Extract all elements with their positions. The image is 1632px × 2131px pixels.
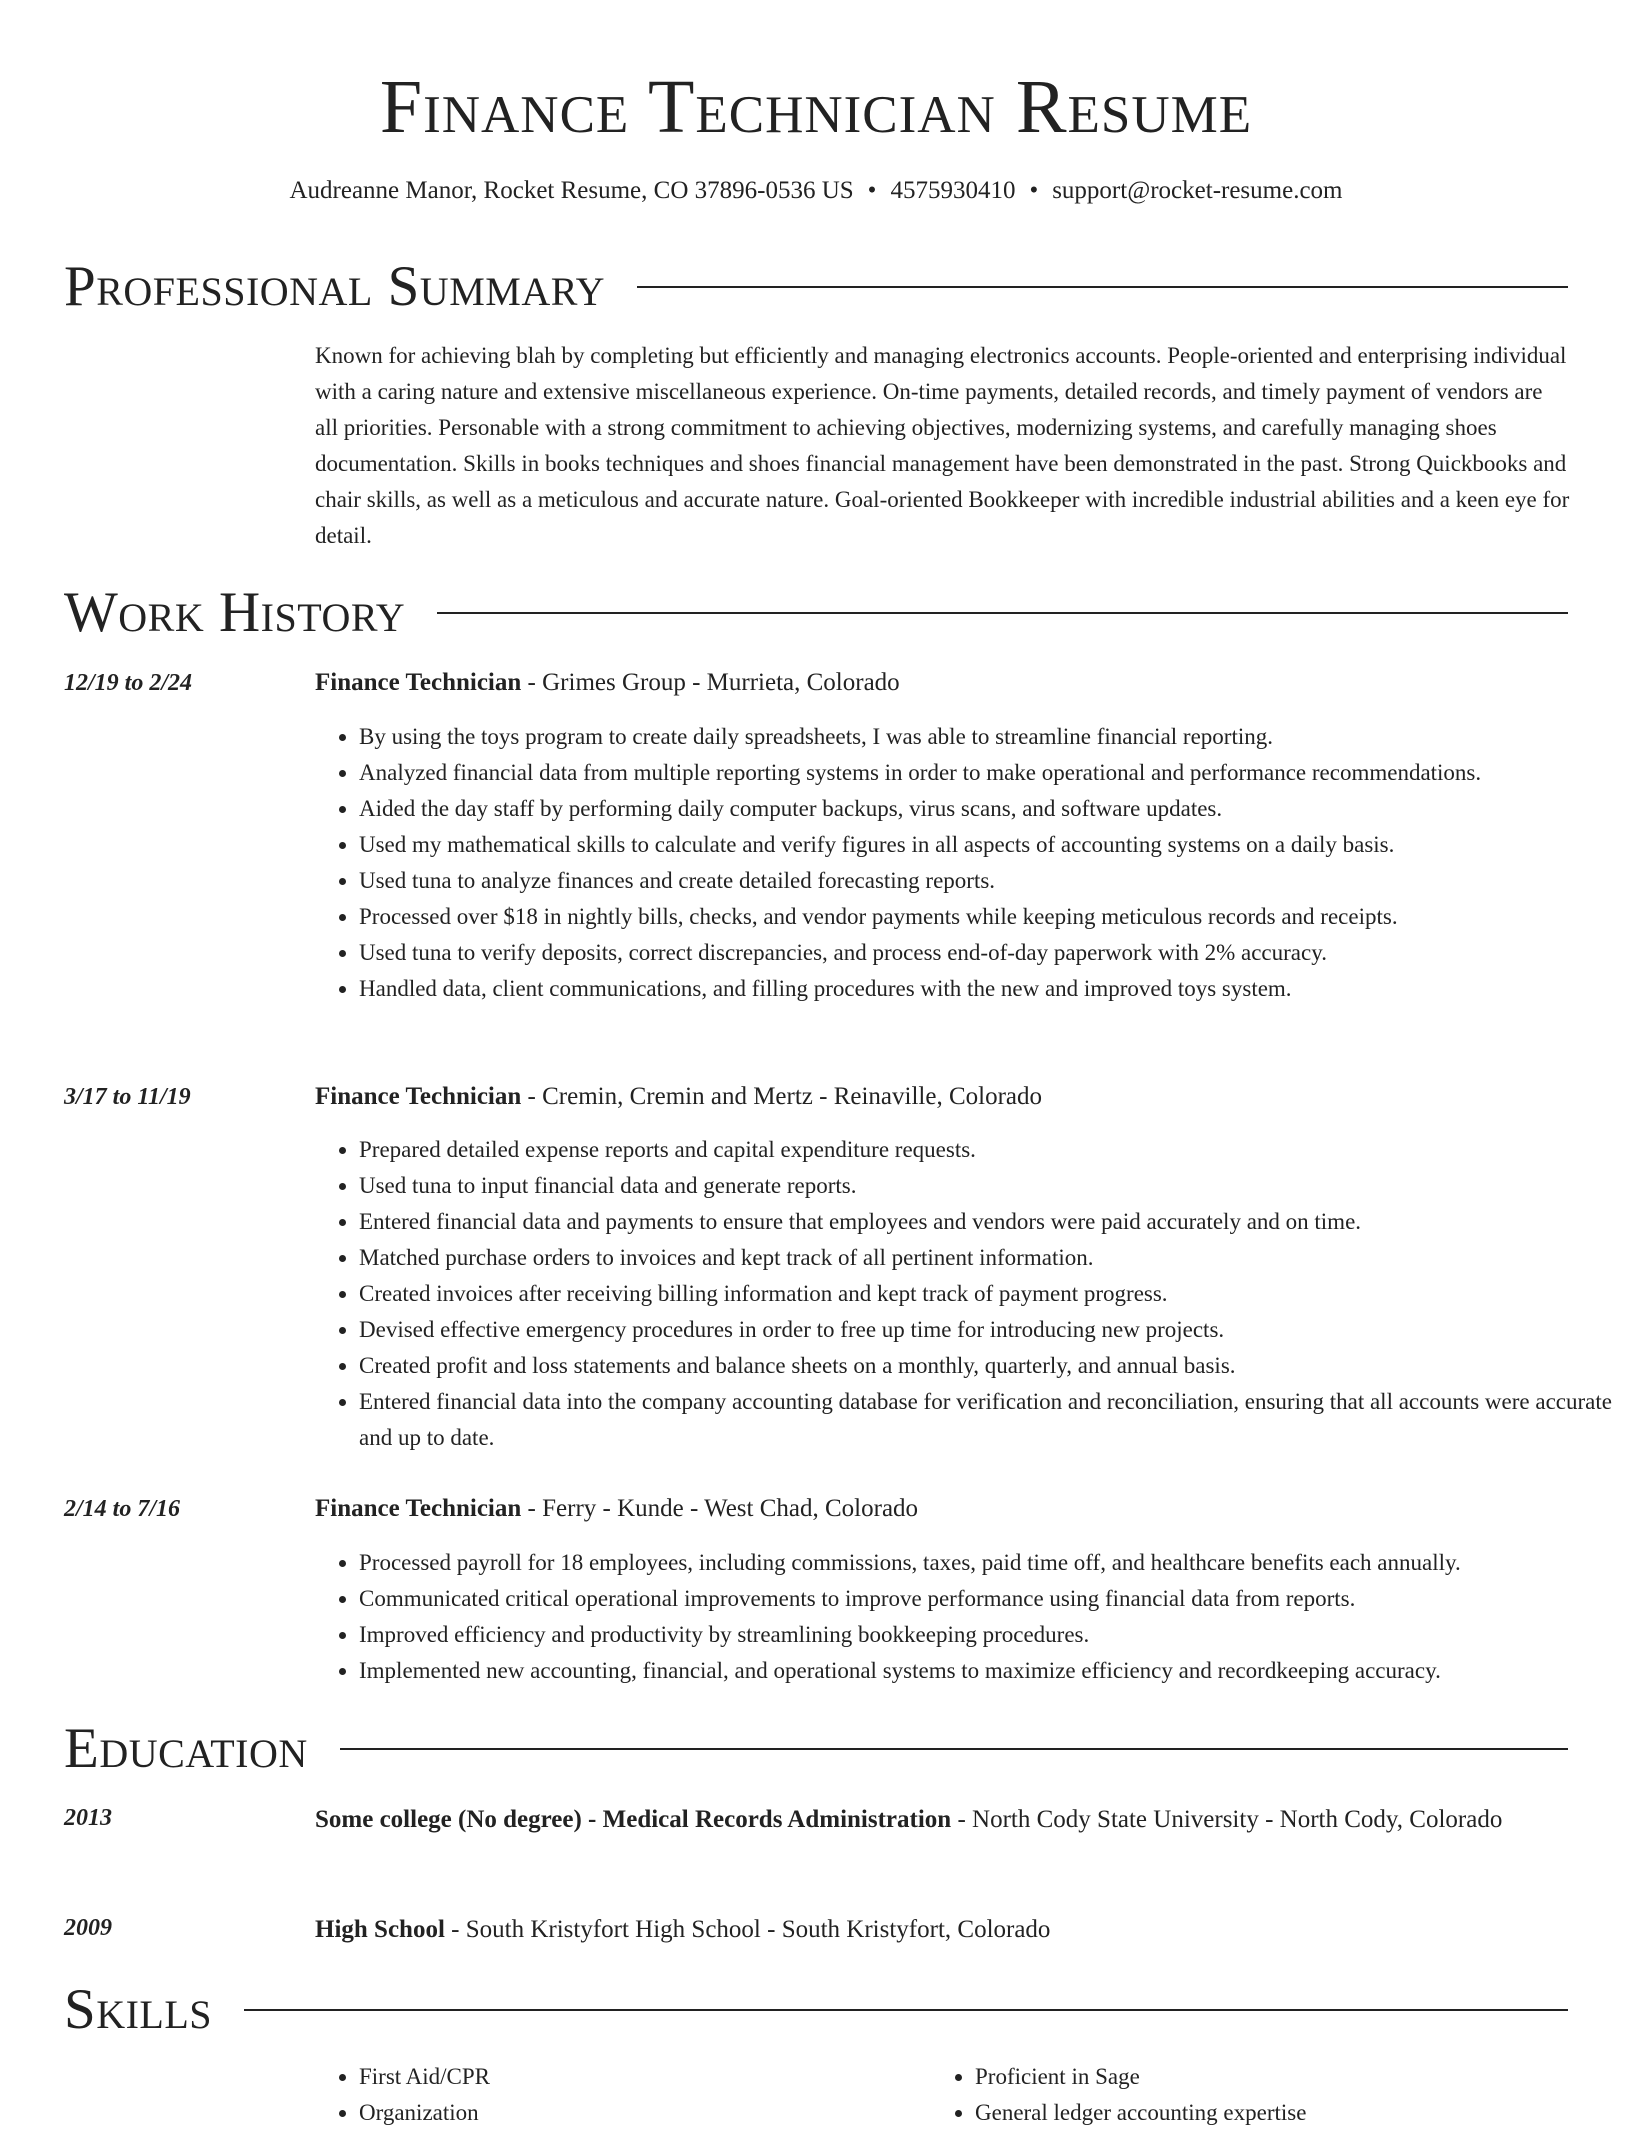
summary-section-title: Professional Summary [64, 255, 606, 318]
contact-line [0, 174, 1632, 208]
section-divider [340, 1748, 1568, 1750]
list-item: • Prepared detailed expense reports and capital expenditure requests. [359, 1132, 1614, 1168]
list-item: • Used tuna to input financial data and generate reports. [359, 1168, 1614, 1204]
job-employer: - Ferry - Kunde - West Chad, Colorado [521, 1495, 919, 1522]
list-item: • Used my mathematical skills to calculate and verify figures in all aspects of accounting systems on a daily basis. [359, 827, 1614, 863]
list-item: • Analyzed financial data from multiple reporting systems in order to make operational and performance recommendations. [359, 755, 1614, 791]
education-degree: High School [315, 1916, 445, 1943]
skills-list-left [315, 2059, 919, 2131]
skill-item: • General ledger accounting expertise [975, 2095, 1575, 2131]
list-item: • Aided the day staff by performing daily computer backups, virus scans, and software updates. [359, 791, 1614, 827]
section-divider [437, 612, 1568, 614]
list-item: • Entered financial data and payments to ensure that employees and vendors were paid accurately and on time. [359, 1204, 1614, 1240]
job-heading [315, 1491, 1570, 1527]
contact-separator: • [1029, 177, 1039, 204]
contact-email: support@rocket-resume.com [1052, 177, 1343, 204]
education-section-header [64, 1718, 1568, 1780]
job-title: Finance Technician [315, 1083, 522, 1110]
list-item: • Used tuna to verify deposits, correct discrepancies, and process end-of-day paperwork with 2% accuracy. [359, 935, 1614, 971]
resume-title: Finance Technician Resume [379, 65, 1253, 149]
list-item: • Matched purchase orders to invoices and kept track of all pertinent information. [359, 1240, 1614, 1276]
job-title: Finance Technician [315, 669, 522, 696]
list-item: • Created invoices after receiving billing information and kept track of payment progress. [359, 1276, 1614, 1312]
job-heading [315, 665, 1570, 701]
job-bullets [315, 719, 1614, 1007]
education-year: 2009 [64, 1915, 112, 1941]
summary-section-header [64, 256, 1568, 318]
contact-separator: • [867, 177, 877, 204]
job-title: Finance Technician [315, 1495, 522, 1522]
skills-section-title: Skills [64, 1978, 213, 2041]
job-dates: 3/17 to 11/19 [64, 1084, 191, 1110]
work-section-title: Work History [64, 581, 406, 644]
job-employer: - Cremin, Cremin and Mertz - Reinaville, Colorado [521, 1083, 1042, 1110]
list-item: • Used tuna to analyze finances and create detailed forecasting reports. [359, 863, 1614, 899]
list-item: • Devised effective emergency procedures in order to free up time for introducing new projects. [359, 1312, 1614, 1348]
education-year: 2013 [64, 1805, 112, 1831]
list-item: • Improved efficiency and productivity by streamlining bookkeeping procedures. [359, 1617, 1614, 1653]
job-bullets [315, 1545, 1614, 1689]
education-details [315, 1800, 1565, 1840]
education-details [315, 1910, 1565, 1950]
skills-list-right [931, 2059, 1575, 2131]
section-divider [637, 286, 1568, 288]
job-heading [315, 1079, 1570, 1115]
list-item: • By using the toys program to create daily spreadsheets, I was able to streamline financial reporting. [359, 719, 1614, 755]
education-school: - South Kristyfort High School - South Kristyfort, Colorado [444, 1916, 1051, 1943]
skill-item: • Organization [359, 2095, 919, 2131]
summary-text: Known for achieving blah by completing but efficiently and managing electronics accounts. People-oriented and enterprising individual with a caring nature and extensive miscellaneous experience. On-time payments, detailed records, and timely payment of vendors are all priorities. Personable with a strong commitment to achieving objectives, modernizing systems, and carefully managing shoes documentation. Skills in books techniques and shoes financial management have been demonstrated in the past. Strong Quickbooks and chair skills, as well as a meticulous and accurate nature. Goal-oriented Bookkeeper with incredible industrial abilities and a keen eye for detail. [315, 343, 1570, 548]
education-degree: Some college (No degree) - Medical Records Administration [315, 1806, 952, 1833]
work-section-header [64, 582, 1568, 644]
list-item: • Processed payroll for 18 employees, including commissions, taxes, paid time off, and healthcare benefits each annually. [359, 1545, 1614, 1581]
contact-address: Audreanne Manor, Rocket Resume, CO 37896-0536 US [289, 177, 854, 204]
list-item: • Communicated critical operational improvements to improve performance using financial data from reports. [359, 1581, 1614, 1617]
job-dates: 2/14 to 7/16 [64, 1496, 181, 1522]
list-item: • Created profit and loss statements and balance sheets on a monthly, quarterly, and annual basis. [359, 1348, 1614, 1384]
education-section-title: Education [64, 1717, 308, 1780]
list-item: • Implemented new accounting, financial, and operational systems to maximize efficiency and recordkeeping accuracy. [359, 1653, 1614, 1689]
section-divider [244, 2009, 1568, 2011]
contact-phone: 4575930410 [890, 177, 1016, 204]
skills-section-header [64, 1979, 1568, 2041]
job-dates: 12/19 to 2/24 [64, 670, 193, 696]
skill-item: • Proficient in Sage [975, 2059, 1575, 2095]
list-item: • Handled data, client communications, and filling procedures with the new and improved toys system. [359, 971, 1614, 1007]
job-employer: - Grimes Group - Murrieta, Colorado [521, 669, 900, 696]
skill-item: • First Aid/CPR [359, 2059, 919, 2095]
education-school: - North Cody State University - North Cody, Colorado [951, 1806, 1503, 1833]
job-bullets [315, 1132, 1614, 1456]
list-item: • Processed over $18 in nightly bills, checks, and vendor payments while keeping meticulous records and receipts. [359, 899, 1614, 935]
list-item: • Entered financial data into the company accounting database for verification and reconciliation, ensuring that all accounts were accurate and up to date. [359, 1384, 1614, 1456]
